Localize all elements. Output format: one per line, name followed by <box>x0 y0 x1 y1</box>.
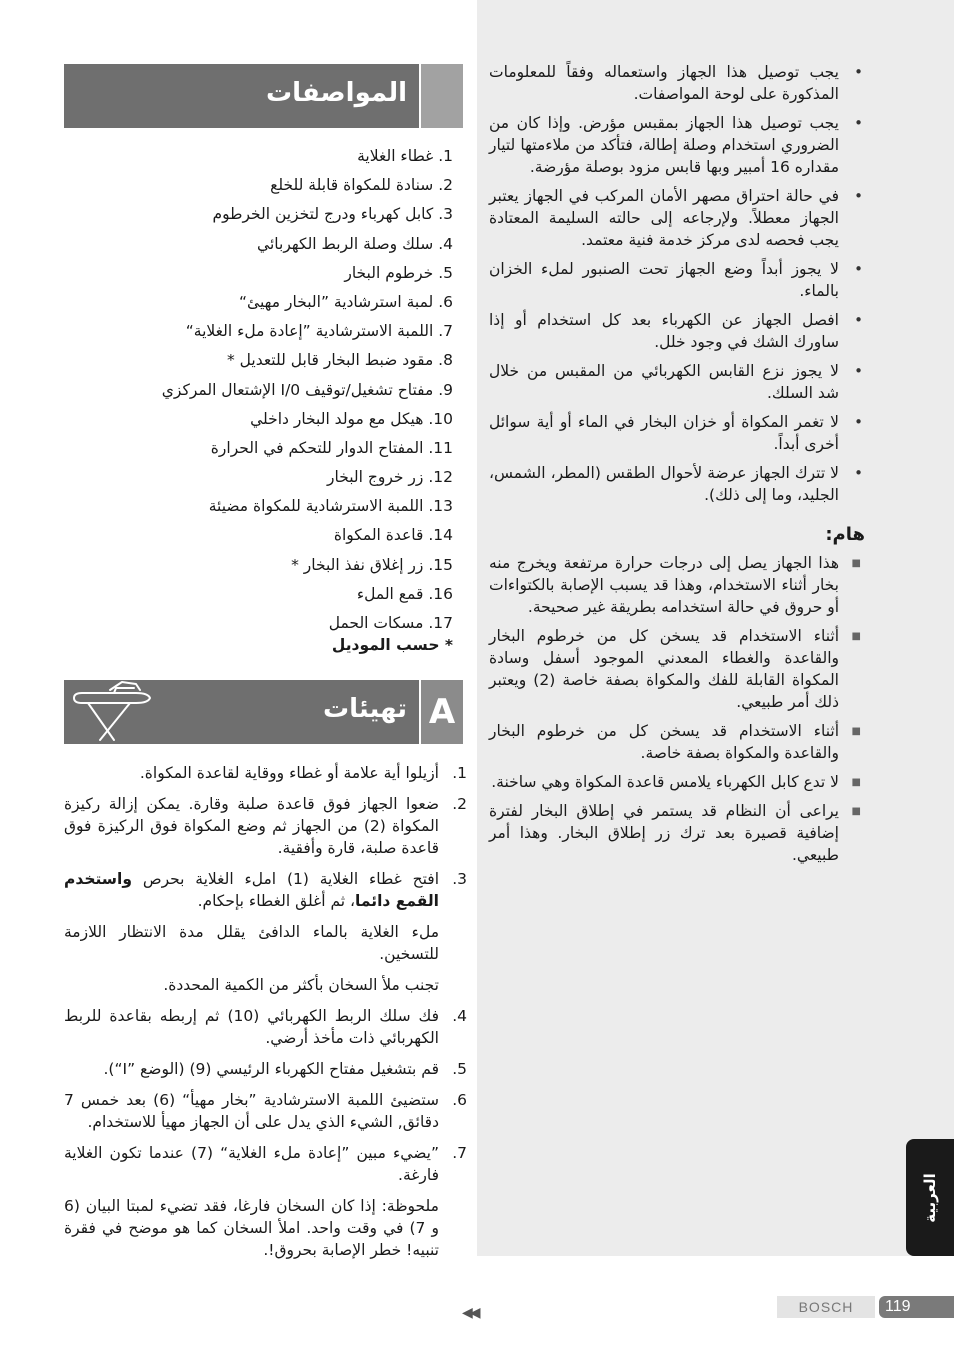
part-item-text: 14. قاعدة المكواة <box>333 526 453 545</box>
warning-item <box>489 185 865 251</box>
part-item <box>64 434 453 463</box>
page-number-box <box>879 1296 954 1318</box>
important-heading: هام: <box>825 524 865 545</box>
warning-item-text: يجب توصيل هذا الجهاز بمقبس مؤرض. وإذا كان من الضروري استخدام وصلة إطالة، فتأكد من ملاءمتها لتيار مقداره 16 أمبير وبها قابس مزود بوصلة مؤرضة. <box>489 114 839 176</box>
important-item <box>489 771 865 793</box>
warning-item <box>489 112 865 178</box>
bullet-dot-icon: • <box>854 311 863 329</box>
part-item-text: 7. اللمبة الاسترشادية ”إعادة ملء الغلاية“ <box>185 322 453 341</box>
step-text: ”يضيء مبين ”إعادة ملء الغلاية“ (7) عندما تكون الغلاية فارغة. <box>64 1144 440 1184</box>
part-item-text: 2. سنادة للمكواة قابلة للخلع <box>270 176 453 195</box>
important-item <box>489 800 865 866</box>
warning-item <box>489 360 865 404</box>
part-item <box>64 492 453 521</box>
step-text: ، ثم أغلق الغطاء بإحكام. <box>197 892 356 910</box>
part-item <box>64 346 453 375</box>
part-item-text: 17. مسكات الحمل <box>328 614 453 632</box>
warning-item-text: لا يجوز نزع القابس الكهربائي من المقبس من خلال شد السلك. <box>489 362 839 402</box>
part-item-text: 1. غطاء الغلاية <box>357 147 453 165</box>
part-item-text: 13. اللمبة الاسترشادية للمكواة مضيئة <box>208 497 453 516</box>
warning-item <box>489 411 865 455</box>
specs-header-tab <box>419 64 463 128</box>
part-item <box>64 376 453 405</box>
part-item <box>64 580 453 609</box>
step-text: فك سلك الربط الكهربائي (10) ثم إربطه بقاعدة للربط الكهربائي ذات مأخذ أرضي. <box>64 1007 439 1047</box>
important-item-text: لا تدع كابل الكهرباء يلامس قاعدة المكواة وهي ساخنة. <box>491 773 839 791</box>
step-number: 5. <box>452 1060 467 1078</box>
bullet-square-icon: ■ <box>851 806 861 817</box>
important-item-text: يراعى أن النظام قد يستمر في إطلاق البخار لفترة إضافية قصيرة بعد ترك زر إطلاق البخار. وهذا أمر طبيعي. <box>489 802 839 864</box>
warnings-column <box>489 61 865 873</box>
setup-step <box>64 1089 467 1133</box>
part-item <box>64 171 453 200</box>
warning-item-text: يجب توصيل هذا الجهاز واستعماله وفقاً للمعلومات المذكورة على لوحة المواصفات. <box>489 63 839 103</box>
warning-item-text: لا يجوز أبداً وضع الجهاز تحت الصنبور لملء الخزان بالماء. <box>489 260 839 300</box>
bullet-dot-icon: • <box>854 413 863 431</box>
warning-item <box>489 462 865 506</box>
step-text-bold: واستخدم القمع دائما <box>64 870 439 910</box>
setup-final-note: ملحوظة: إذا كان السخان فارغا، فقد تضيء لمبتا البيان (6 و 7) في وقت واحد. املأ السخان كما هو موضح في فقرة تنبيه! خطر الإصابة بحروق!. <box>64 1197 439 1259</box>
part-item-text: 8. مقود ضبط البخار قابل للتعديل * <box>226 351 453 370</box>
part-item <box>64 405 453 434</box>
parts-section <box>64 142 453 654</box>
setup-step <box>64 762 467 784</box>
warning-item-text: لا تغمر المكواة أو خزان البخار في الماء أو أية سوائل أخرى أبداً. <box>489 413 839 453</box>
warning-item <box>489 61 865 105</box>
part-item <box>64 288 453 317</box>
setup-section <box>64 762 467 1270</box>
part-item-text: 16. قمع الملء <box>356 584 453 603</box>
step-text: افتح غطاء الغلاية (1) املء الغلاية بحرص <box>132 870 440 888</box>
warning-item <box>489 258 865 302</box>
bullet-dot-icon: • <box>854 114 863 132</box>
step-number: 7. <box>452 1144 467 1162</box>
setup-steps <box>64 762 467 912</box>
step-text: ستضيئ اللمبة الاسترشادية ”بخار مهيأ“ (6) بعد خمس 7 دقائق, الشيء الذي يدل على أن الجهاز مهيأ للاستخدام. <box>64 1091 439 1131</box>
step-text: ضعوا الجهاز فوق قاعدة صلبة وقارة. يمكن إزالة ركيزة المكواة (2) من الجهاز ثم وضع المكواة فوق الركيزة فوق قاعدة صلبة، قارة وأفقية. <box>64 795 439 857</box>
warning-item-text: لا تترك الجهاز عرضة لأحوال الطقس (المطر، الشمس، الجليد، وما إلى ذلك). <box>489 464 839 504</box>
parts-footnote: * حسب الموديل <box>331 636 453 655</box>
brand-name: BOSCH <box>798 1299 854 1315</box>
part-item-text: 9. مفتاح تشغيل/توقيف I/0 الإشتعال المركزي <box>161 380 453 399</box>
part-item-text: 3. كابل كهرباء ودرج لتخزين الخرطوم <box>212 205 453 224</box>
setup-title: تهيئات <box>322 694 407 724</box>
part-item <box>64 551 453 580</box>
page-number: 119 <box>885 1298 911 1315</box>
part-item <box>64 609 453 638</box>
part-item-text: 6. لمبة استرشادية ”البخار مهيئ“ <box>239 292 453 311</box>
step-number: 6. <box>452 1091 467 1109</box>
prev-page-arrows[interactable]: ◀◀ <box>462 1305 478 1321</box>
part-item <box>64 142 453 171</box>
setup-step <box>64 1005 467 1049</box>
part-item <box>64 200 453 229</box>
bullet-square-icon: ■ <box>851 777 861 788</box>
part-item <box>64 317 453 346</box>
important-list <box>489 552 865 866</box>
warning-item-text: في حالة احتراق مصهر الأمان المركب في الجهاز يعتبر الجهاز معطلاً. ولإرجاعه إلى حالته السليمة المعتادة يجب فحصه لدى مركز خدمة فنية معتمد. <box>489 187 839 249</box>
part-item-text: 4. سلك وصلة الربط الكهربائي <box>257 234 453 253</box>
step-number: 1. <box>452 764 467 782</box>
step-number: 4. <box>452 1007 467 1025</box>
part-item <box>64 230 453 259</box>
step-number: 2. <box>452 795 467 813</box>
parts-list <box>64 142 453 638</box>
bullet-square-icon: ■ <box>851 726 861 737</box>
setup-note: ملء الغلاية بالماء الدافئ يقلل مدة الانتظار اللازمة للتسخين. <box>64 923 439 963</box>
setup-steps-continued <box>64 1005 467 1186</box>
step-text: أزيلوا أية علامة أو غطاء ووقاية لقاعدة المكواة. <box>139 764 439 782</box>
part-item <box>64 259 453 288</box>
important-item-text: هذا الجهاز يصل إلى درجات حرارة مرتفعة ويخرج منه بخار أثناء الاستخدام، وهذا قد يسبب الإصابة بالكتواءات أو حروق في حالة استخدامه بطريقة غير صحيحة. <box>489 554 839 616</box>
important-item <box>489 720 865 764</box>
bullet-square-icon: ■ <box>851 631 861 642</box>
bullet-square-icon: ■ <box>851 558 861 569</box>
setup-step <box>64 868 467 912</box>
setup-note: تجنب ملأ السخان بأكثر من الكمية المحددة. <box>163 976 439 994</box>
warnings-list <box>489 61 865 506</box>
language-tab <box>906 1139 954 1256</box>
brand-box <box>777 1296 875 1318</box>
section-letter: A <box>419 680 463 744</box>
bullet-dot-icon: • <box>854 260 863 278</box>
bullet-dot-icon: • <box>854 464 863 482</box>
step-text: قم بتشغيل مفتاح الكهرباء الرئيسي (9) (الوضع ”I“). <box>103 1060 439 1078</box>
part-item <box>64 463 453 492</box>
ironing-board-icon <box>70 680 154 744</box>
bullet-dot-icon: • <box>854 187 863 205</box>
specs-title: المواصفات <box>265 78 407 108</box>
important-item <box>489 552 865 618</box>
important-item-text: أثناء الاستخدام قد يسخن كل من خرطوم البخار والقاعدة والمكواة بصفة خاصة. <box>489 722 839 762</box>
important-item-text: أثناء الاستخدام قد يسخن كل من خرطوم البخار والقاعدة والغطاء المعدني الموجود أسفل وسادة المكواة القابلة للفك والمكواة بصفة خاصة (2) ويعتبر ذلك أمر طبيعي. <box>489 627 839 711</box>
setup-header <box>64 680 463 744</box>
language-tab-label: العربية <box>921 1172 939 1223</box>
important-item <box>489 625 865 713</box>
warning-item-text: افصل الجهاز عن الكهرباء بعد كل استخدام أو إذا ساورك الشك في وجود خلل. <box>489 311 839 351</box>
warning-item <box>489 309 865 353</box>
part-item <box>64 521 453 550</box>
bullet-dot-icon: • <box>854 63 863 81</box>
step-number: 3. <box>452 870 467 888</box>
part-item-text: 11. المفتاح الدوار للتحكم في الحرارة <box>210 438 453 457</box>
part-item-text: 5. خرطوم البخار <box>344 263 453 282</box>
setup-step <box>64 793 467 859</box>
specs-header <box>64 64 463 128</box>
setup-step <box>64 1058 467 1080</box>
setup-step <box>64 1142 467 1186</box>
part-item-text: 15. زر إغلاق نفذ البخار * <box>291 555 453 574</box>
part-item-text: 10. هيكل مع مولد البخار داخلي <box>250 409 453 428</box>
bullet-dot-icon: • <box>854 362 863 380</box>
part-item-text: 12. زر خروج البخار <box>327 468 453 487</box>
